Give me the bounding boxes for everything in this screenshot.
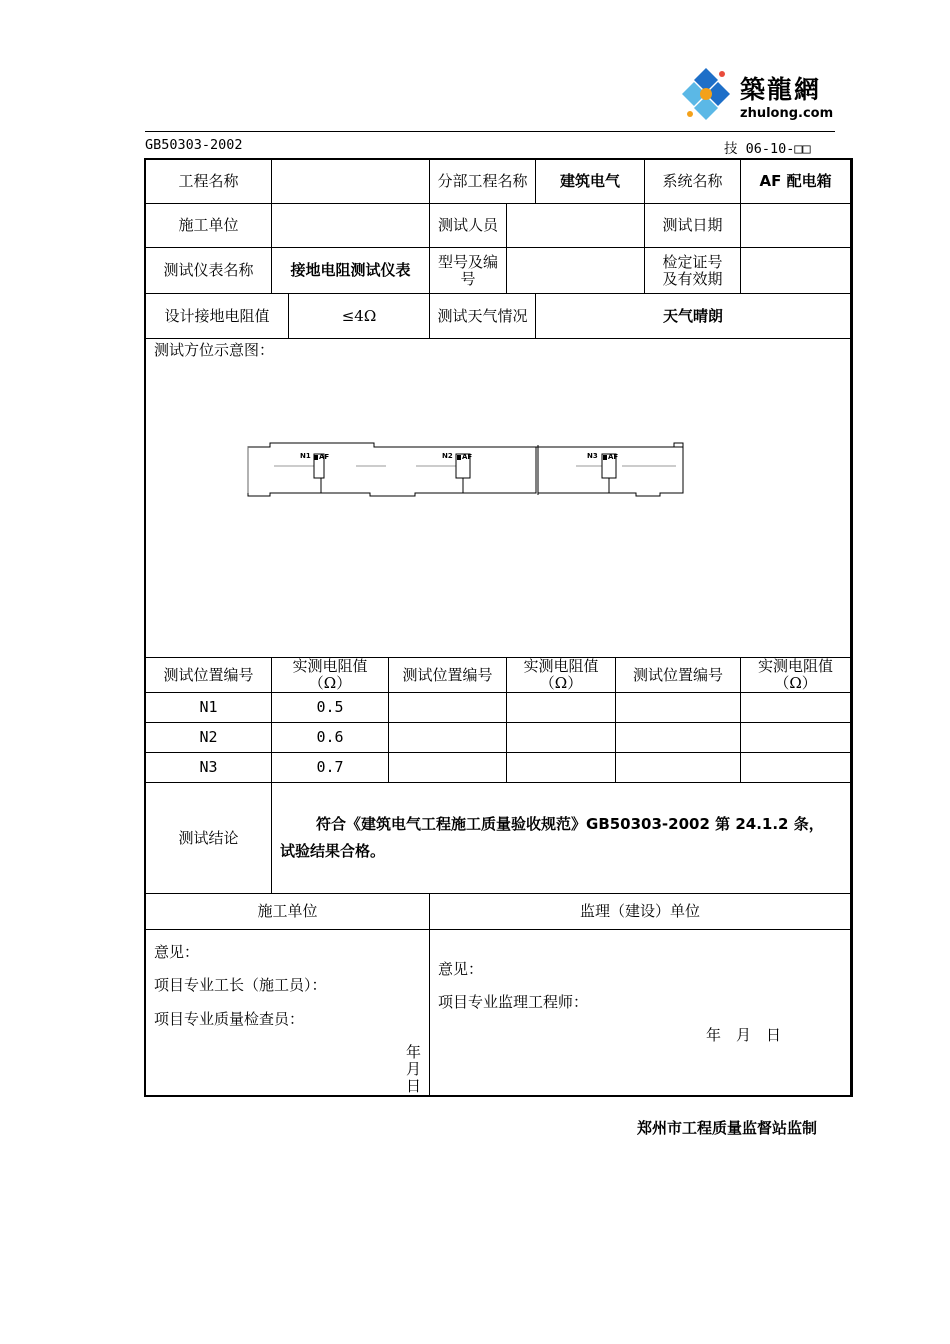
col-position-1: 测试位置编号 <box>146 658 272 693</box>
result-empty[interactable] <box>616 723 741 753</box>
left-foreman: 项目专业工长（施工员）： <box>154 976 327 994</box>
conclusion-label: 测试结论 <box>146 783 272 894</box>
point-n3-label: N3 <box>587 452 598 460</box>
conclusion-text <box>272 783 851 894</box>
project-name-field[interactable] <box>272 160 430 204</box>
right-opinion: 意见： <box>438 960 484 978</box>
signoff-right-title: 监理（建设）单位 <box>430 894 851 930</box>
result-empty[interactable] <box>507 753 616 783</box>
instrument-field[interactable]: 接地电阻测试仪表 <box>272 248 430 294</box>
tester-label: 测试人员 <box>430 204 507 248</box>
result-empty[interactable] <box>507 693 616 723</box>
cert-label <box>645 248 741 294</box>
table-row <box>146 693 851 723</box>
construction-unit-label: 施工单位 <box>146 204 272 248</box>
point-n1-tag: AF <box>319 453 330 461</box>
design-resistance-label: 设计接地电阻值 <box>146 294 289 339</box>
design-resistance-field[interactable]: ≤4Ω <box>289 294 430 339</box>
construction-unit-field[interactable] <box>272 204 430 248</box>
record-form <box>145 159 851 1096</box>
result-empty[interactable] <box>507 723 616 753</box>
sub-project-label: 分部工程名称 <box>430 160 536 204</box>
model-field[interactable] <box>507 248 645 294</box>
logo-name: 築龍網 <box>740 75 822 104</box>
cert-label-line1: 检定证号 <box>662 252 723 271</box>
col-position-2: 测试位置编号 <box>389 658 507 693</box>
conclusion-line1: 符合《建筑电气工程施工质量验收规范》GB50303-2002 第 24.1.2 条， <box>316 815 824 833</box>
col-value-1 <box>272 658 389 693</box>
left-date: 年 月 日 <box>406 1043 441 1095</box>
right-date: 年 月 日 <box>706 1026 782 1044</box>
point-n1-label: N1 <box>300 452 311 460</box>
point-n2-label: N2 <box>442 452 453 460</box>
standard-code: GB50303-2002 <box>145 137 243 153</box>
logo-url: zhulong.com <box>740 106 834 121</box>
signoff-left-body[interactable] <box>146 930 441 1096</box>
signoff-left-title: 施工单位 <box>146 894 430 930</box>
result-empty[interactable] <box>389 723 507 753</box>
logo <box>674 66 844 126</box>
logo-mark-icon <box>674 66 738 126</box>
col-position-3: 测试位置编号 <box>616 658 741 693</box>
col-value-3-line2: （Ω） <box>774 674 817 692</box>
footer-issuer: 郑州市工程质量监督站监制 <box>637 1119 818 1137</box>
diagram-label: 测试方位示意图： <box>154 341 275 359</box>
header-rule <box>145 131 835 132</box>
result-empty[interactable] <box>741 693 851 723</box>
form-code: 技 06-10-□□ <box>724 141 811 157</box>
test-date-label: 测试日期 <box>645 204 741 248</box>
result-empty[interactable] <box>389 693 507 723</box>
left-inspector: 项目专业质量检查员： <box>154 1010 305 1028</box>
project-name-label: 工程名称 <box>146 160 272 204</box>
weather-label: 测试天气情况 <box>430 294 536 339</box>
result-val-3[interactable]: 0.7 <box>272 753 389 783</box>
result-empty[interactable] <box>741 753 851 783</box>
result-pos-3: N3 <box>146 753 272 783</box>
sub-project-field[interactable]: 建筑电气 <box>536 160 645 204</box>
result-pos-1: N1 <box>146 693 272 723</box>
test-date-field[interactable] <box>741 204 851 248</box>
weather-field[interactable]: 天气晴朗 <box>536 294 851 339</box>
signoff-right-body[interactable] <box>430 930 851 1096</box>
model-label: 型号及编号 <box>430 248 507 294</box>
conclusion-line2: 试验结果合格。 <box>280 842 386 860</box>
point-n3-tag: AF <box>608 453 619 461</box>
left-opinion: 意见： <box>154 943 200 961</box>
table-row <box>146 753 851 783</box>
result-empty[interactable] <box>741 723 851 753</box>
diagram-cell <box>146 339 851 658</box>
instrument-label: 测试仪表名称 <box>146 248 272 294</box>
system-name-label: 系统名称 <box>645 160 741 204</box>
result-empty[interactable] <box>389 753 507 783</box>
cert-label-line2: 及有效期 <box>662 269 723 288</box>
col-value-2-line1: 实测电阻值 <box>523 657 599 675</box>
col-value-2-line2: （Ω） <box>539 674 583 692</box>
table-row <box>146 723 851 753</box>
col-value-1-line1: 实测电阻值 <box>292 657 368 675</box>
result-empty[interactable] <box>616 693 741 723</box>
col-value-2 <box>507 658 616 693</box>
col-value-3 <box>741 658 851 693</box>
result-pos-2: N2 <box>146 723 272 753</box>
point-n2-tag: AF <box>462 453 473 461</box>
site-plan-diagram <box>146 339 851 657</box>
result-val-2[interactable]: 0.6 <box>272 723 389 753</box>
result-val-1[interactable]: 0.5 <box>272 693 389 723</box>
col-value-1-line2: （Ω） <box>308 674 352 692</box>
system-name-field[interactable]: AF 配电箱 <box>741 160 851 204</box>
col-value-3-line1: 实测电阻值 <box>758 657 834 675</box>
right-engineer: 项目专业监理工程师： <box>438 993 589 1011</box>
tester-field[interactable] <box>507 204 645 248</box>
cert-field[interactable] <box>741 248 851 294</box>
result-empty[interactable] <box>616 753 741 783</box>
